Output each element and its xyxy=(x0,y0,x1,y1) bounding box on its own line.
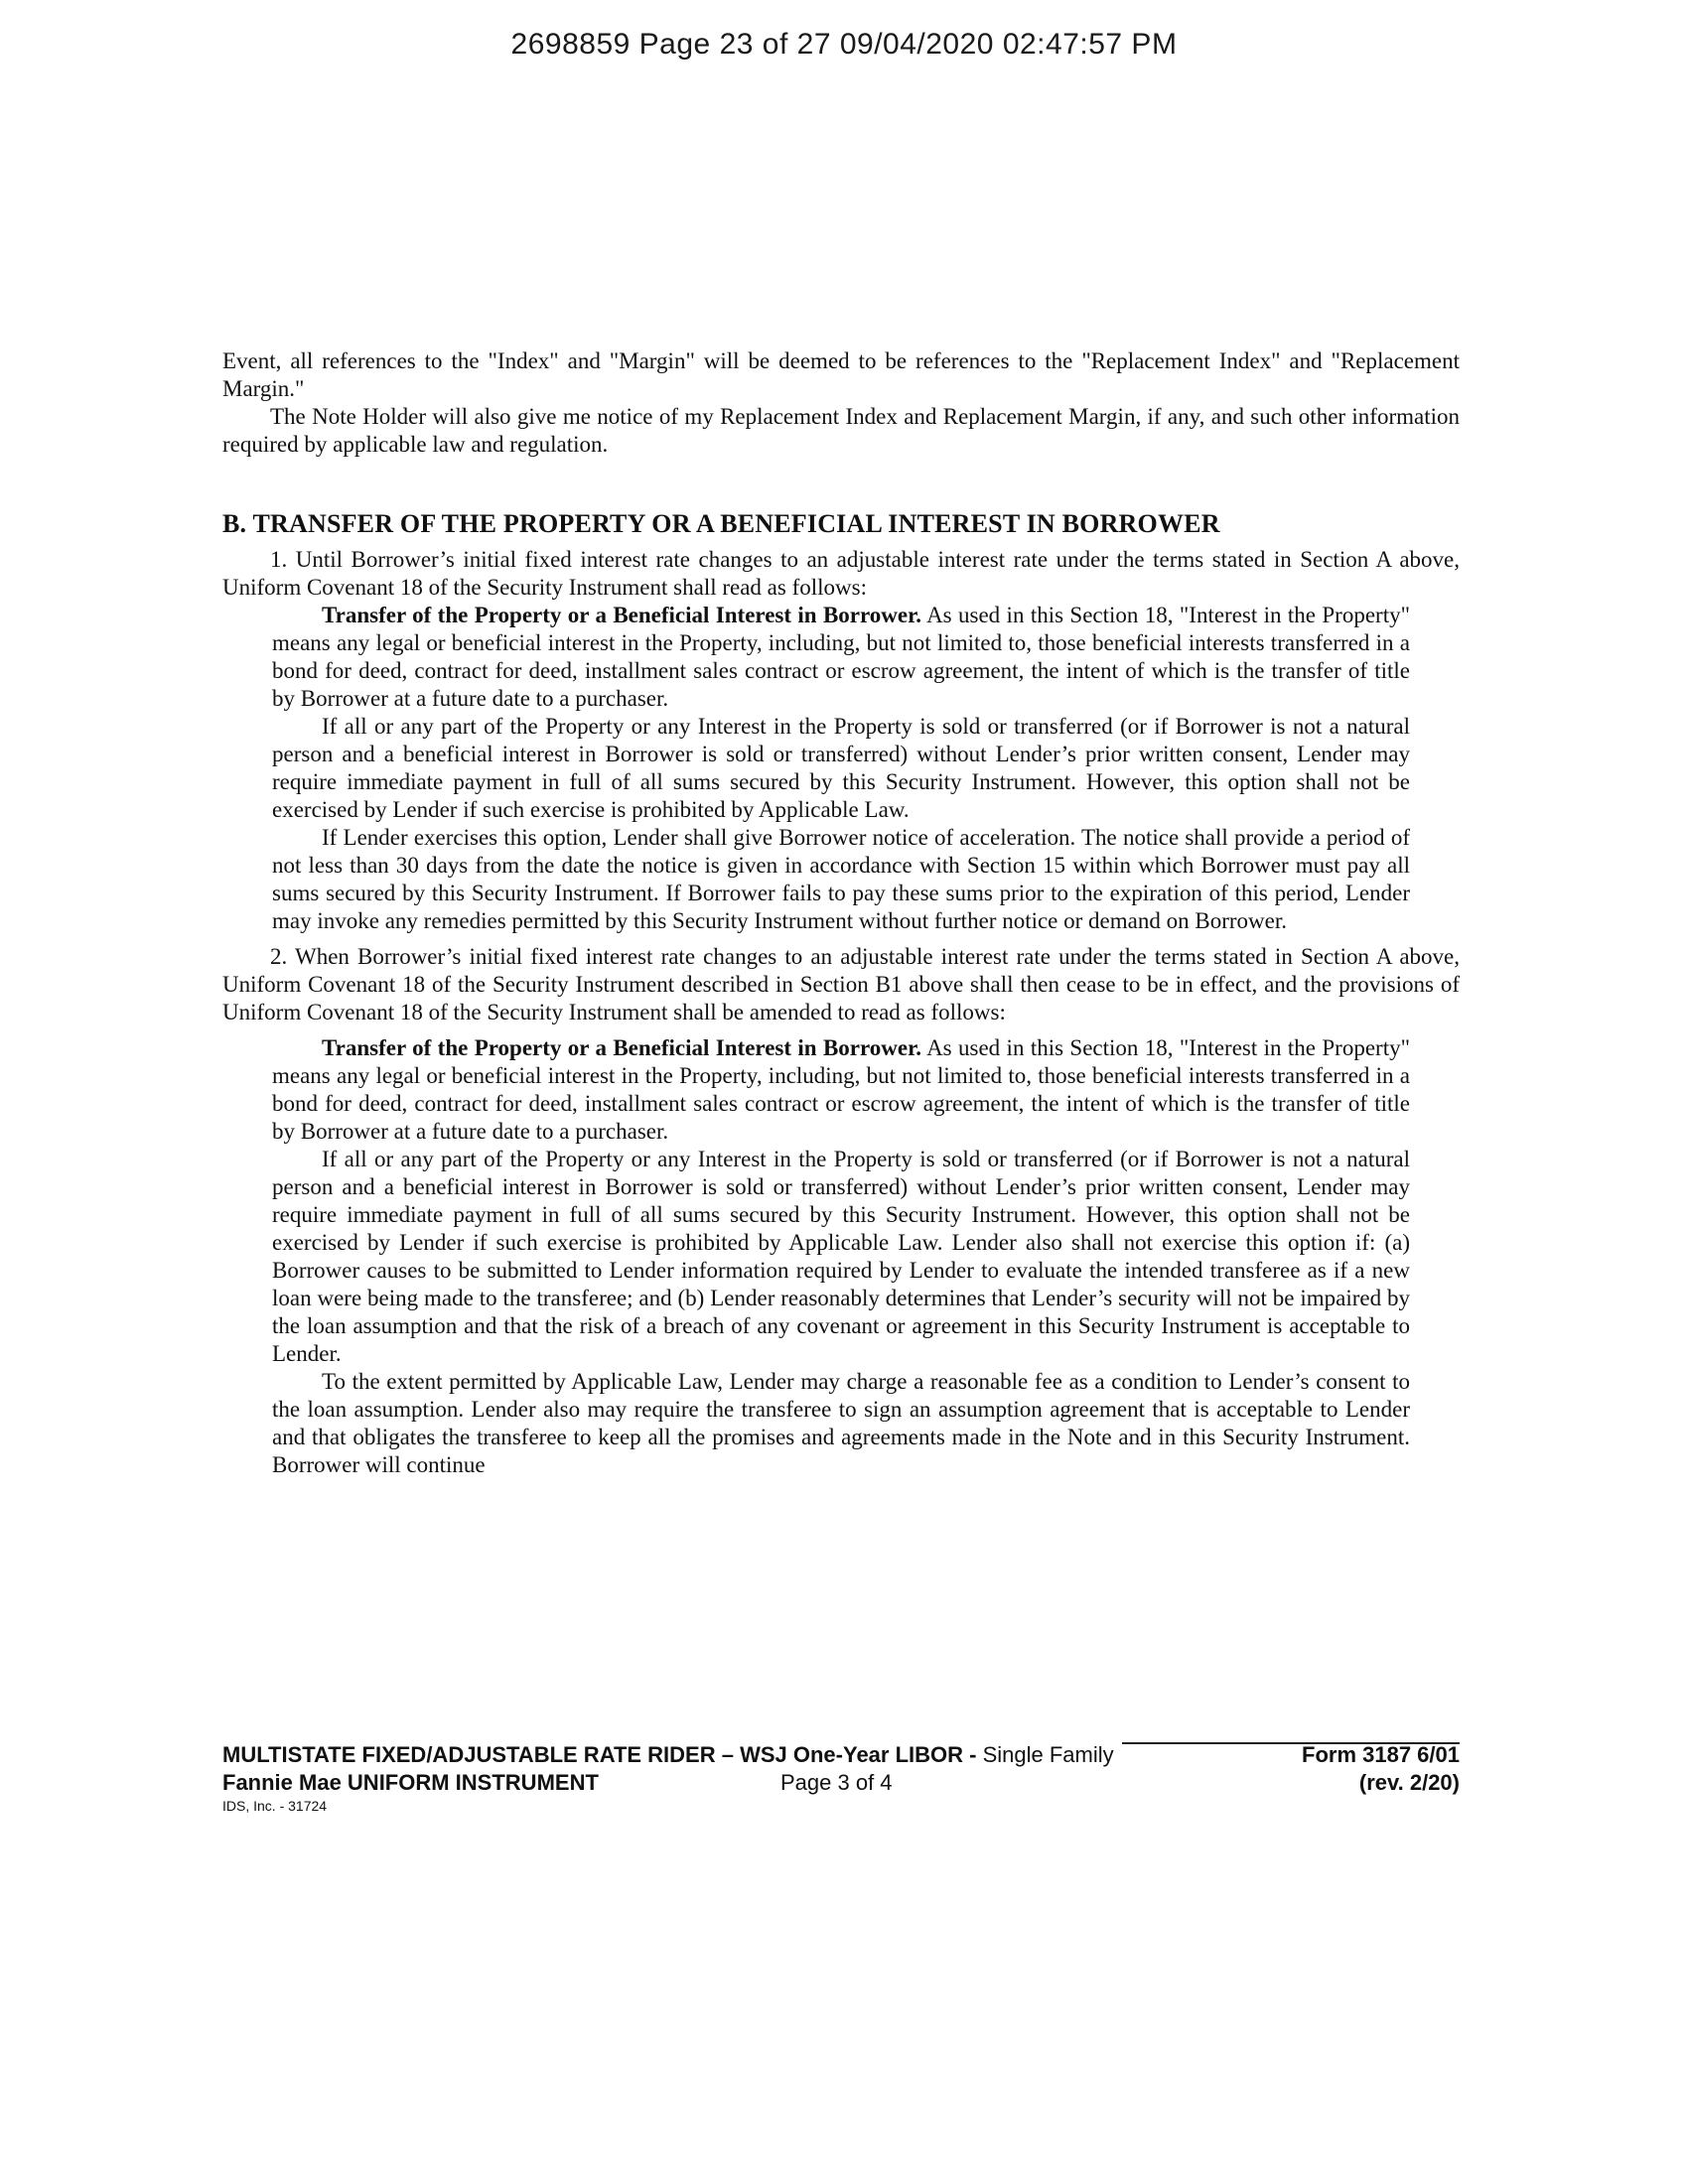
form-number: Form 3187 6/01 xyxy=(1302,1742,1460,1767)
intro-paragraph-1: Event, all references to the "Index" and "Margin" will be deemed to be references to the "Replacement Index" and "Replacement Margin." xyxy=(222,348,1460,401)
fax-header-stamp: 2698859 Page 23 of 27 09/04/2020 02:47:57 PM xyxy=(510,28,1178,61)
form-revision: (rev. 2/20) xyxy=(1358,1770,1460,1795)
quote-1-paragraph-1 xyxy=(272,602,1410,713)
footer-row-3 xyxy=(222,1798,1460,1818)
rider-title-bold: MULTISTATE FIXED/ADJUSTABLE RATE RIDER – WSJ One-Year LIBOR - xyxy=(222,1742,977,1767)
section-b-paragraph-2: 2. When Borrower’s initial fixed interest rate changes to an adjustable interest rate under the terms stated in Section A above, Uniform Covenant 18 of the Security Instrument described in Section B1 above shall then cease to be in effect, and the provisions of Uniform Covenant 18 of the Security Instrument shall be amended to read as follows: xyxy=(222,944,1460,1024)
section-b-paragraph-1: 1. Until Borrower’s initial fixed interest rate changes to an adjustable interest rate under the terms stated in Section A above, Uniform Covenant 18 of the Security Instrument shall read as follows: xyxy=(222,547,1460,600)
covenant-18-quote-1 xyxy=(272,602,1410,935)
document-body xyxy=(222,347,1460,1479)
vendor-code: IDS, Inc. - 31724 xyxy=(222,1798,328,1814)
quote-2-paragraph-1 xyxy=(272,1034,1410,1146)
quote-1-paragraph-3: If Lender exercises this option, Lender shall give Borrower notice of acceleration. The notice shall provide a period of not less than 30 days from the date the notice is given in accordance with Section 15 within which Borrower must pay all sums secured by this Security Instrument. If Borrower fails to pay these sums prior to the expiration of this period, Lender may invoke any remedies permitted by this Security Instrument without further notice or demand on Borrower. xyxy=(272,825,1410,933)
quote-2-paragraph-2: If all or any part of the Property or any Interest in the Property is sold or transferred (or if Borrower is not a natural person and a beneficial interest in Borrower is sold or transferred) without Lender’s prior written consent, Lender may require immediate payment in full of all sums secured by this Security Instrument. However, this option shall not be exercised by Lender if such exercise is prohibited by Applicable Law. Lender also shall not exercise this option if: (a) Borrower causes to be submitted to Lender information required by Lender to evaluate the intended transferee as if a new loan were being made to the transferee; and (b) Lender reasonably determines that Lender’s security will not be impaired by the loan assumption and that the risk of a breach of any covenant or agreement in this Security Instrument is acceptable to Lender. xyxy=(272,1147,1410,1366)
quote-2-lead: Transfer of the Property or a Beneficial Interest in Borrower. xyxy=(322,1035,921,1060)
intro-paragraph-2: The Note Holder will also give me notice of my Replacement Index and Replacement Margin, if any, and such other information required by applicable law and regulation. xyxy=(222,404,1460,457)
footer-row-2 xyxy=(222,1770,1460,1798)
rider-title xyxy=(222,1742,1114,1768)
covenant-18-quote-2 xyxy=(272,1034,1410,1479)
quote-1-text: As used in this Section 18, "Interest in the Property" means any legal or beneficial interest in the Property, including, but not limited to, those beneficial interests transferred in a bond for deed, contract for deed, installment sales contract or escrow agreement, the intent of which is the transfer of title by Borrower at a future date to a purchaser. xyxy=(272,603,1410,711)
section-b-heading: B. TRANSFER OF THE PROPERTY OR A BENEFICIAL INTEREST IN BORROWER xyxy=(222,509,1220,538)
quote-2-text: As used in this Section 18, "Interest in the Property" means any legal or beneficial interest in the Property, including, but not limited to, those beneficial interests transferred in a bond for deed, contract for deed, installment sales contract or escrow agreement, the intent of which is the transfer of title by Borrower at a future date to a purchaser. xyxy=(272,1035,1410,1144)
instrument-name: Fannie Mae UNIFORM INSTRUMENT xyxy=(222,1770,599,1795)
quote-2-paragraph-3: To the extent permitted by Applicable Law, Lender may charge a reasonable fee as a condition to Lender’s consent to the loan assumption. Lender also may require the transferee to sign an assumption agreement that is acceptable to Lender and that obligates the transferee to keep all the promises and agreements made in the Note and in this Security Instrument. Borrower will continue xyxy=(272,1369,1410,1477)
rider-title-plain: Single Family xyxy=(976,1742,1114,1767)
form-footer xyxy=(222,1742,1460,1818)
quote-1-paragraph-2: If all or any part of the Property or any Interest in the Property is sold or transferred (or if Borrower is not a natural person and a beneficial interest in Borrower is sold or transferred) without Lender’s prior written consent, Lender may require immediate payment in full of all sums secured by this Security Instrument. However, this option shall not be exercised by Lender if such exercise is prohibited by Applicable Law. xyxy=(272,714,1410,822)
quote-1-lead: Transfer of the Property or a Beneficial Interest in Borrower. xyxy=(322,603,921,627)
page-number: Page 3 of 4 xyxy=(780,1770,893,1795)
footer-row-1 xyxy=(222,1742,1460,1770)
